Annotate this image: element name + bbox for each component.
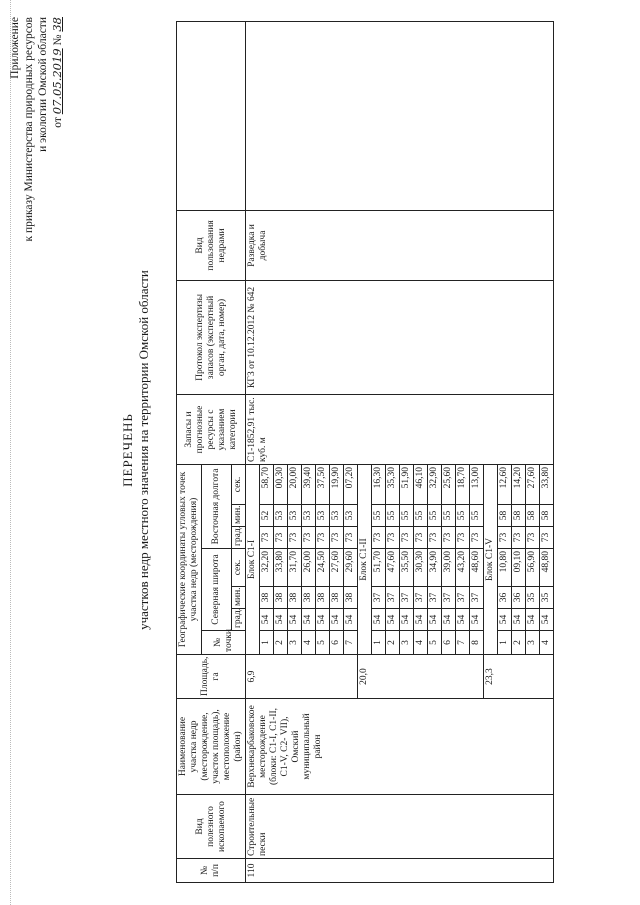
col-sec: сек. bbox=[232, 464, 246, 504]
east-sec: 58,70 bbox=[260, 464, 274, 504]
point-number: 8 bbox=[470, 631, 484, 655]
appendix-number: 38 bbox=[50, 17, 64, 32]
blank-cell bbox=[246, 22, 554, 211]
east-deg: 73 bbox=[442, 527, 456, 549]
east-sec: 18,70 bbox=[456, 464, 470, 504]
col-min: мин. bbox=[232, 505, 246, 527]
point-number: 7 bbox=[456, 631, 470, 655]
east-min: 58 bbox=[498, 505, 512, 527]
north-sec: 27,60 bbox=[330, 549, 344, 587]
point-number: 4 bbox=[540, 631, 554, 655]
point-number: 3 bbox=[288, 631, 302, 655]
north-min: 36 bbox=[498, 587, 512, 609]
north-sec: 47,60 bbox=[386, 549, 400, 587]
east-sec: 07,20 bbox=[344, 464, 358, 504]
north-deg: 54 bbox=[512, 609, 526, 631]
north-sec: 29,60 bbox=[344, 549, 358, 587]
north-deg: 54 bbox=[260, 609, 274, 631]
north-min: 38 bbox=[302, 587, 316, 609]
east-sec: 46,10 bbox=[414, 464, 428, 504]
east-deg: 73 bbox=[386, 527, 400, 549]
block-label: Блок С1-I bbox=[246, 464, 260, 654]
north-sec: 56,90 bbox=[526, 549, 540, 587]
east-deg: 73 bbox=[330, 527, 344, 549]
col-area: Площадь, га bbox=[177, 655, 246, 699]
col-usage: Вид пользования недрами bbox=[177, 210, 246, 280]
col-coords: Географические координаты угловых точек участка недр (месторождения) bbox=[177, 464, 202, 654]
east-deg: 73 bbox=[288, 527, 302, 549]
east-min: 55 bbox=[428, 505, 442, 527]
east-deg: 73 bbox=[344, 527, 358, 549]
east-min: 55 bbox=[372, 505, 386, 527]
east-min: 55 bbox=[414, 505, 428, 527]
point-number: 1 bbox=[372, 631, 386, 655]
east-min: 53 bbox=[274, 505, 288, 527]
col-min: мин. bbox=[232, 587, 246, 609]
north-deg: 54 bbox=[526, 609, 540, 631]
block-label: Блок С1-V bbox=[484, 464, 498, 654]
east-sec: 27,60 bbox=[526, 464, 540, 504]
east-min: 55 bbox=[470, 505, 484, 527]
point-number: 4 bbox=[414, 631, 428, 655]
col-protocol: Протокол экспертизы запасов (экспертный орган, дата, номер) bbox=[177, 280, 246, 394]
north-sec: 48,80 bbox=[540, 549, 554, 587]
subsoil-plots-table bbox=[176, 21, 554, 883]
appendix-line: Приложение bbox=[9, 17, 21, 79]
north-deg: 54 bbox=[302, 609, 316, 631]
north-sec: 39,00 bbox=[442, 549, 456, 587]
east-sec: 35,30 bbox=[386, 464, 400, 504]
north-sec: 31,70 bbox=[288, 549, 302, 587]
north-deg: 54 bbox=[456, 609, 470, 631]
north-deg: 54 bbox=[372, 609, 386, 631]
east-deg: 73 bbox=[526, 527, 540, 549]
east-sec: 16,30 bbox=[372, 464, 386, 504]
north-deg: 54 bbox=[344, 609, 358, 631]
point-number: 4 bbox=[302, 631, 316, 655]
table-body bbox=[246, 22, 554, 883]
east-deg: 73 bbox=[456, 527, 470, 549]
north-min: 35 bbox=[540, 587, 554, 609]
north-deg: 54 bbox=[400, 609, 414, 631]
north-sec: 09,10 bbox=[512, 549, 526, 587]
east-deg: 73 bbox=[470, 527, 484, 549]
point-number: 2 bbox=[274, 631, 288, 655]
north-min: 36 bbox=[512, 587, 526, 609]
east-deg: 73 bbox=[428, 527, 442, 549]
north-min: 37 bbox=[386, 587, 400, 609]
title-sub: участков недр местного значения на территории Омской области bbox=[136, 270, 151, 630]
col-sec: сек. bbox=[232, 549, 246, 587]
mineral-type: Строительные пески bbox=[246, 795, 554, 859]
east-min: 55 bbox=[456, 505, 470, 527]
east-min: 53 bbox=[288, 505, 302, 527]
north-min: 38 bbox=[316, 587, 330, 609]
east-sec: 39,40 bbox=[302, 464, 316, 504]
north-sec: 30,30 bbox=[414, 549, 428, 587]
row-number: 110 bbox=[246, 859, 554, 883]
north-sec: 51,70 bbox=[372, 549, 386, 587]
north-deg: 54 bbox=[470, 609, 484, 631]
north-deg: 54 bbox=[274, 609, 288, 631]
east-min: 58 bbox=[512, 505, 526, 527]
col-east: Восточная долгота bbox=[202, 464, 232, 548]
north-sec: 43,20 bbox=[456, 549, 470, 587]
plot-name: Верхнекарбаковское месторождение (блоки: С1-I, С1-II, С1-V, С2- VII), Омский муниципальный район bbox=[246, 699, 554, 795]
east-deg: 73 bbox=[302, 527, 316, 549]
usage-type: Разведка и добыча bbox=[246, 210, 554, 280]
point-number: 7 bbox=[344, 631, 358, 655]
east-min: 53 bbox=[316, 505, 330, 527]
north-sec: 26,00 bbox=[302, 549, 316, 587]
north-deg: 54 bbox=[498, 609, 512, 631]
east-sec: 20,00 bbox=[288, 464, 302, 504]
east-sec: 19,90 bbox=[330, 464, 344, 504]
appendix-number-sign: № bbox=[52, 34, 64, 46]
east-deg: 73 bbox=[274, 527, 288, 549]
col-deg: град. bbox=[232, 527, 246, 549]
east-min: 52 bbox=[260, 505, 274, 527]
north-sec: 10,80 bbox=[498, 549, 512, 587]
east-sec: 33,80 bbox=[540, 464, 554, 504]
east-min: 58 bbox=[526, 505, 540, 527]
north-sec: 48,60 bbox=[470, 549, 484, 587]
north-deg: 54 bbox=[330, 609, 344, 631]
north-deg: 54 bbox=[414, 609, 428, 631]
north-min: 35 bbox=[526, 587, 540, 609]
col-point-no: № точки bbox=[202, 631, 246, 655]
east-min: 55 bbox=[400, 505, 414, 527]
point-number: 2 bbox=[512, 631, 526, 655]
appendix-line: и экологии Омской области bbox=[37, 17, 49, 152]
east-sec: 12,60 bbox=[498, 464, 512, 504]
north-min: 38 bbox=[330, 587, 344, 609]
col-blank bbox=[177, 22, 246, 211]
block-header-row bbox=[246, 22, 260, 883]
north-min: 37 bbox=[428, 587, 442, 609]
north-sec: 24,50 bbox=[316, 549, 330, 587]
east-min: 55 bbox=[442, 505, 456, 527]
point-number: 1 bbox=[260, 631, 274, 655]
east-min: 55 bbox=[386, 505, 400, 527]
block-area: 20,0 bbox=[358, 655, 484, 699]
north-min: 37 bbox=[442, 587, 456, 609]
north-min: 37 bbox=[414, 587, 428, 609]
east-sec: 32,90 bbox=[428, 464, 442, 504]
appendix-date-line bbox=[50, 17, 65, 257]
col-name: Наименование участка недр (месторождение, участок площадь), местоположение (район) bbox=[177, 699, 246, 795]
north-min: 37 bbox=[456, 587, 470, 609]
east-min: 53 bbox=[302, 505, 316, 527]
block-label: Блок С1-II bbox=[358, 464, 372, 654]
east-deg: 73 bbox=[498, 527, 512, 549]
north-min: 38 bbox=[344, 587, 358, 609]
appendix-date: 07.05.2019 bbox=[50, 48, 64, 115]
point-number: 5 bbox=[316, 631, 330, 655]
col-num: № п/п bbox=[177, 859, 246, 883]
title-main: ПЕРЕЧЕНЬ bbox=[120, 413, 135, 487]
point-number: 1 bbox=[498, 631, 512, 655]
north-min: 37 bbox=[470, 587, 484, 609]
protocol: КГЗ от 10.12.2012 № 642 bbox=[246, 280, 554, 394]
east-deg: 73 bbox=[512, 527, 526, 549]
north-deg: 54 bbox=[316, 609, 330, 631]
col-north: Северная широта bbox=[202, 549, 232, 631]
east-sec: 14,20 bbox=[512, 464, 526, 504]
north-deg: 54 bbox=[442, 609, 456, 631]
east-min: 53 bbox=[330, 505, 344, 527]
north-sec: 33,80 bbox=[274, 549, 288, 587]
block-area: 23,3 bbox=[484, 655, 554, 699]
east-sec: 25,60 bbox=[442, 464, 456, 504]
north-sec: 34,90 bbox=[428, 549, 442, 587]
col-reserves: Запасы и прогнозные ресурсы с указанием категории bbox=[177, 394, 246, 464]
appendix-line: к приказу Министерства природных ресурсов bbox=[23, 17, 35, 242]
east-min: 53 bbox=[344, 505, 358, 527]
east-deg: 73 bbox=[414, 527, 428, 549]
east-deg: 73 bbox=[260, 527, 274, 549]
appendix-block bbox=[8, 17, 65, 257]
east-deg: 73 bbox=[316, 527, 330, 549]
document-title bbox=[120, 145, 152, 755]
east-deg: 73 bbox=[372, 527, 386, 549]
north-min: 38 bbox=[288, 587, 302, 609]
east-sec: 00,30 bbox=[274, 464, 288, 504]
east-min: 58 bbox=[540, 505, 554, 527]
point-number: 6 bbox=[442, 631, 456, 655]
east-deg: 73 bbox=[400, 527, 414, 549]
north-deg: 54 bbox=[428, 609, 442, 631]
north-deg: 54 bbox=[288, 609, 302, 631]
point-number: 2 bbox=[386, 631, 400, 655]
point-number: 5 bbox=[428, 631, 442, 655]
east-sec: 37,50 bbox=[316, 464, 330, 504]
appendix-from: от bbox=[52, 117, 64, 128]
north-deg: 54 bbox=[386, 609, 400, 631]
north-min: 37 bbox=[400, 587, 414, 609]
point-number: 3 bbox=[400, 631, 414, 655]
east-sec: 13,00 bbox=[470, 464, 484, 504]
north-deg: 54 bbox=[540, 609, 554, 631]
east-sec: 51,90 bbox=[400, 464, 414, 504]
north-sec: 35,50 bbox=[400, 549, 414, 587]
north-sec: 32,20 bbox=[260, 549, 274, 587]
north-min: 38 bbox=[274, 587, 288, 609]
col-mineral: Вид полезного ископаемого bbox=[177, 795, 246, 859]
col-deg: град. bbox=[232, 609, 246, 631]
north-min: 37 bbox=[372, 587, 386, 609]
point-number: 6 bbox=[330, 631, 344, 655]
block-area: 6,9 bbox=[246, 655, 358, 699]
point-number: 3 bbox=[526, 631, 540, 655]
north-min: 38 bbox=[260, 587, 274, 609]
east-deg: 73 bbox=[540, 527, 554, 549]
reserves: С1-1852,91 тыс. куб. м bbox=[246, 394, 554, 464]
